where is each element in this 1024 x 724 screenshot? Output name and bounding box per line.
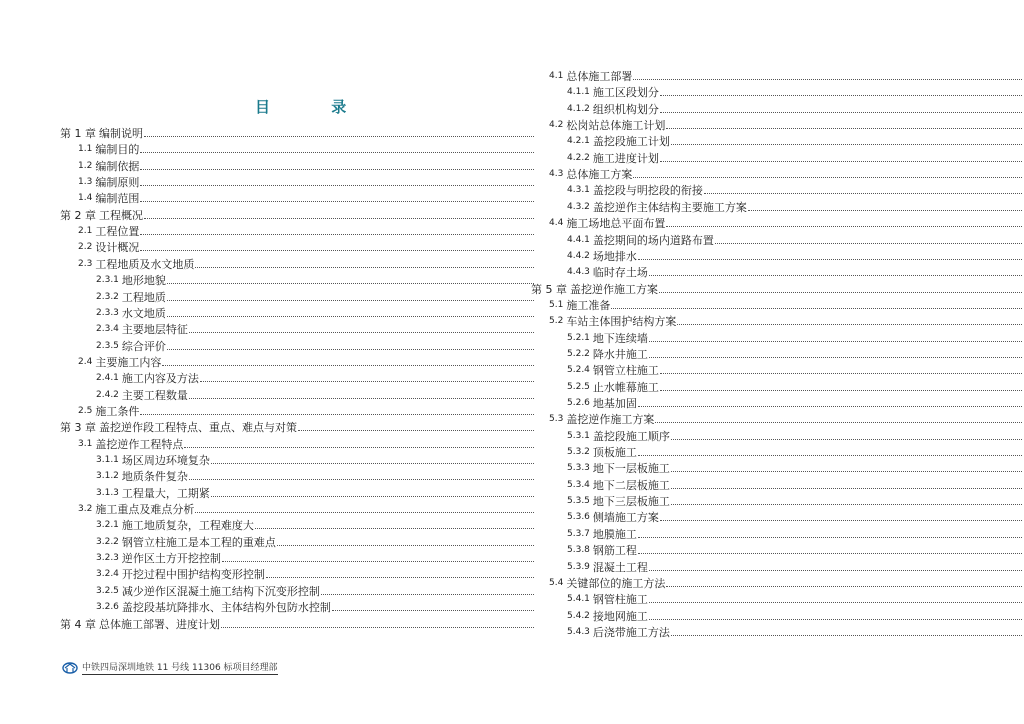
toc-entry-number: 5.3.4 xyxy=(567,479,590,490)
toc-entry-number: 4.1 xyxy=(549,71,564,81)
toc-entry[interactable] xyxy=(60,124,534,140)
dot-leader xyxy=(671,144,1022,145)
toc-entry-label: 施工准备 xyxy=(566,298,611,312)
dot-leader xyxy=(671,635,1022,636)
toc-entry-label: 松岗站总体施工计划 xyxy=(566,119,666,133)
toc-entry[interactable] xyxy=(96,484,534,500)
toc-entry[interactable] xyxy=(567,558,1022,574)
toc-entry-number: 2.3.3 xyxy=(96,307,119,318)
toc-entry-label: 工程地质 xyxy=(121,290,166,304)
toc-entry-number: 5.4 xyxy=(549,577,564,588)
page-title: 目 录 xyxy=(255,98,375,116)
toc-entry-number: 3.2.1 xyxy=(96,520,119,531)
dot-leader xyxy=(167,300,534,301)
dot-leader xyxy=(660,373,1022,374)
toc-entry[interactable] xyxy=(567,590,1022,606)
dot-leader xyxy=(144,136,534,137)
toc-entry-number: 第 2 章 xyxy=(60,208,96,222)
dot-leader xyxy=(255,528,534,529)
toc-entry-label: 地下二层板施工 xyxy=(592,478,670,492)
toc-entry[interactable] xyxy=(549,67,1022,83)
toc-entry-label: 盖挖逆作施工方案 xyxy=(570,282,658,296)
toc-entry-label: 综合评价 xyxy=(121,339,166,353)
toc-entry[interactable] xyxy=(567,427,1022,443)
toc-entry[interactable] xyxy=(567,149,1022,165)
toc-entry-label: 逆作区土方开挖控制 xyxy=(121,552,221,566)
toc-entry[interactable] xyxy=(96,516,534,532)
toc-entry-number: 5.3 xyxy=(549,414,564,425)
toc-entry-label: 施工条件 xyxy=(95,404,140,418)
toc-entry-label: 钢筋工程 xyxy=(592,544,637,558)
toc-entry-number: 5.3.7 xyxy=(567,528,590,539)
toc-entry-number: 3.2.3 xyxy=(96,553,119,564)
dot-leader xyxy=(266,577,534,578)
toc-entry-number: 5.2.6 xyxy=(567,398,590,408)
toc-entry-number: 4.1.2 xyxy=(567,103,590,114)
dot-leader xyxy=(189,398,534,399)
dot-leader xyxy=(140,152,534,153)
toc-entry-label: 降水井施工 xyxy=(592,347,648,361)
toc-entry-number: 1.3 xyxy=(78,177,93,188)
toc-entry[interactable] xyxy=(96,451,534,467)
toc-entry-number: 3.2.6 xyxy=(96,602,119,613)
toc-entry[interactable] xyxy=(567,459,1022,475)
toc-entry-number: 2.4.2 xyxy=(96,389,119,400)
toc-entry-number: 2.4 xyxy=(78,356,93,367)
dot-leader xyxy=(666,128,1022,129)
toc-entry[interactable] xyxy=(96,337,534,353)
toc-entry[interactable] xyxy=(567,394,1022,410)
dot-leader xyxy=(638,537,1022,538)
toc-entry-label: 临时存土场 xyxy=(592,266,648,280)
toc-entry-label: 场区周边环境复杂 xyxy=(121,454,210,467)
toc-entry-label: 接地网施工 xyxy=(592,609,648,623)
dot-leader xyxy=(649,602,1022,603)
toc-entry-number: 3.1 xyxy=(78,438,93,449)
dot-leader xyxy=(140,169,534,170)
toc-entry-number: 4.2.1 xyxy=(567,136,590,147)
toc-entry-label: 开挖过程中围护结构变形控制 xyxy=(121,568,265,582)
dot-leader xyxy=(332,610,534,611)
dot-leader xyxy=(195,267,534,268)
toc-entry[interactable] xyxy=(567,443,1022,459)
toc-entry-label: 编制原则 xyxy=(95,176,140,190)
toc-entry-label: 主要施工内容 xyxy=(95,355,162,369)
toc-entry-label: 地形地貌 xyxy=(121,274,166,288)
toc-entry-label: 施工进度计划 xyxy=(592,151,659,165)
toc-entry-label: 侧墙施工方案 xyxy=(592,511,659,525)
toc-entry-label: 工程地质及水文地质 xyxy=(95,257,195,271)
toc-entry[interactable] xyxy=(96,386,534,402)
toc-entry[interactable] xyxy=(549,214,1022,230)
toc-entry[interactable] xyxy=(96,582,534,598)
toc-entry-number: 2.3 xyxy=(78,258,93,269)
toc-entry-number: 5.2.1 xyxy=(567,332,590,343)
toc-entry-label: 盖挖段基坑降排水、主体结构外包防水控制 xyxy=(121,601,331,615)
toc-entry-number: 5.3.8 xyxy=(567,545,590,556)
toc-entry-label: 盖挖逆作段工程特点、重点、难点与对策 xyxy=(99,421,297,435)
toc-entry[interactable] xyxy=(78,238,534,254)
toc-entry-label: 总体施工部署 xyxy=(566,70,633,83)
toc-entry-label: 钢管立柱施工是本工程的重难点 xyxy=(121,535,276,549)
toc-entry-label: 总体施工部署、进度计划 xyxy=(99,617,220,631)
dot-leader xyxy=(189,332,534,333)
toc-entry-label: 钢管柱施工 xyxy=(592,593,648,607)
toc-entry[interactable] xyxy=(567,329,1022,345)
toc-entry[interactable] xyxy=(567,492,1022,508)
toc-entry-number: 2.3.4 xyxy=(96,324,119,335)
toc-entry[interactable] xyxy=(567,83,1022,99)
dot-leader xyxy=(649,341,1022,342)
toc-entry-number: 1.4 xyxy=(78,193,93,204)
toc-entry[interactable] xyxy=(567,247,1022,263)
toc-entry[interactable] xyxy=(78,402,534,418)
toc-entry-number: 4.4 xyxy=(549,218,564,229)
toc-entry[interactable] xyxy=(567,231,1022,247)
toc-entry[interactable] xyxy=(549,312,1022,328)
toc-entry-number: 5.2.5 xyxy=(567,381,590,392)
toc-entry-label: 施工地质复杂，工程难度大 xyxy=(121,519,254,533)
toc-entry-number: 2.3.1 xyxy=(96,275,119,286)
toc-entry-number: 3.2.2 xyxy=(96,536,119,547)
toc-entry-label: 工程位置 xyxy=(95,225,140,239)
toc-entry[interactable] xyxy=(96,271,534,287)
toc-entry[interactable] xyxy=(96,369,534,385)
toc-entry-label: 编制范围 xyxy=(95,192,140,206)
toc-entry-label: 地质条件复杂 xyxy=(121,470,188,484)
toc-entry[interactable] xyxy=(567,476,1022,492)
dot-leader xyxy=(167,316,534,317)
toc-entry-number: 2.3.5 xyxy=(96,340,119,351)
dot-leader xyxy=(140,185,534,186)
toc-entry-label: 盖挖逆作主体结构主要施工方案 xyxy=(592,200,747,214)
toc-entry-number: 第 5 章 xyxy=(531,282,567,296)
dot-leader xyxy=(167,349,534,350)
toc-entry[interactable] xyxy=(549,296,1022,312)
dot-leader xyxy=(211,463,534,464)
toc-entry-label: 关键部位的施工方法 xyxy=(566,576,666,590)
toc-entry-label: 止水帷幕施工 xyxy=(592,380,659,394)
toc-entry-number: 5.4.1 xyxy=(567,594,590,605)
dot-leader xyxy=(649,570,1022,571)
toc-entry-number: 4.1.1 xyxy=(567,87,590,98)
toc-entry[interactable] xyxy=(567,508,1022,524)
toc-entry-label: 地下三层板施工 xyxy=(592,495,670,509)
toc-entry[interactable] xyxy=(549,410,1022,426)
toc-entry[interactable] xyxy=(567,378,1022,394)
dot-leader xyxy=(659,292,1022,293)
toc-entry-label: 盖挖段与明挖段的衔接 xyxy=(592,184,703,198)
toc-entry[interactable] xyxy=(78,189,534,205)
toc-entry-label: 设计概况 xyxy=(95,241,140,255)
toc-entry[interactable] xyxy=(78,222,534,238)
toc-entry-number: 4.4.3 xyxy=(567,267,590,278)
dot-leader xyxy=(140,250,534,251)
toc-entry[interactable] xyxy=(567,541,1022,557)
dot-leader xyxy=(221,627,534,628)
toc-entry-number: 2.3.2 xyxy=(96,291,119,302)
toc-entry-number: 5.3.9 xyxy=(567,561,590,572)
dot-leader xyxy=(633,177,1022,178)
toc-entry-label: 盖挖期间的场内道路布置 xyxy=(592,233,714,247)
toc-entry[interactable] xyxy=(78,140,534,156)
dot-leader xyxy=(277,545,534,546)
toc-entry[interactable] xyxy=(78,255,534,271)
toc-entry-number: 2.1 xyxy=(78,226,93,237)
toc-entry-label: 工程概况 xyxy=(99,208,143,222)
toc-entry[interactable] xyxy=(549,116,1022,132)
toc-entry-number: 5.2 xyxy=(549,316,564,327)
toc-entry-label: 组织机构划分 xyxy=(592,102,659,116)
dot-leader xyxy=(671,439,1022,440)
toc-entry-label: 总体施工方案 xyxy=(566,168,633,182)
toc-entry-number: 第 1 章 xyxy=(60,127,96,140)
toc-entry-number: 5.1 xyxy=(549,299,564,310)
dot-leader xyxy=(298,430,534,431)
dot-leader xyxy=(140,234,534,235)
toc-entry-number: 第 4 章 xyxy=(60,617,96,631)
toc-entry-label: 地膜施工 xyxy=(592,527,637,541)
toc-entry[interactable] xyxy=(549,165,1022,181)
toc-entry-label: 编制说明 xyxy=(99,127,143,140)
toc-entry[interactable] xyxy=(78,435,534,451)
toc-entry-number: 4.4.1 xyxy=(567,234,590,245)
toc-entry-label: 水文地质 xyxy=(121,306,166,320)
toc-entry[interactable] xyxy=(567,263,1022,279)
toc-entry-label: 车站主体围护结构方案 xyxy=(566,315,677,329)
toc-entry[interactable] xyxy=(78,157,534,173)
dot-leader xyxy=(660,161,1022,162)
dot-leader xyxy=(200,381,534,382)
dot-leader xyxy=(671,504,1022,505)
dot-leader xyxy=(649,275,1022,276)
footer-text: 中铁四局深圳地铁 11 号线 11306 标项目经理部 xyxy=(82,660,278,675)
toc-entry[interactable] xyxy=(96,565,534,581)
dot-leader xyxy=(666,226,1022,227)
toc-entry-number: 2.4.1 xyxy=(96,373,119,384)
toc-entry-label: 主要工程数量 xyxy=(121,388,188,402)
toc-entry[interactable] xyxy=(96,320,534,336)
dot-leader xyxy=(649,357,1022,358)
toc-entry[interactable] xyxy=(567,525,1022,541)
toc-entry-number: 5.3.3 xyxy=(567,463,590,474)
toc-entry-label: 钢管立柱施工 xyxy=(592,364,659,378)
toc-entry[interactable] xyxy=(78,500,534,516)
toc-entry-label: 地下一层板施工 xyxy=(592,462,670,476)
dot-leader xyxy=(167,283,534,284)
toc-entry-number: 4.3.2 xyxy=(567,201,590,212)
toc-entry-label: 盖挖逆作工程特点 xyxy=(95,437,184,451)
dot-leader xyxy=(748,210,1022,211)
toc-entry-number: 2.5 xyxy=(78,405,93,416)
toc-entry[interactable] xyxy=(96,533,534,549)
dot-leader xyxy=(321,594,534,595)
dot-leader xyxy=(633,79,1022,80)
toc-entry-number: 5.4.3 xyxy=(567,626,590,637)
toc-entry-number: 5.3.1 xyxy=(567,430,590,441)
dot-leader xyxy=(638,406,1022,407)
toc-entry-label: 施工场地总平面布置 xyxy=(566,217,666,231)
toc-entry[interactable] xyxy=(567,132,1022,148)
toc-entry-number: 4.4.2 xyxy=(567,250,590,261)
dot-leader xyxy=(671,488,1022,489)
toc-entry-label: 盖挖逆作施工方案 xyxy=(566,413,655,427)
toc-entry[interactable] xyxy=(96,467,534,483)
toc-entry[interactable] xyxy=(96,304,534,320)
toc-entry[interactable] xyxy=(96,288,534,304)
toc-entry[interactable] xyxy=(78,353,534,369)
toc-entry[interactable] xyxy=(567,623,1022,639)
toc-entry[interactable] xyxy=(549,574,1022,590)
toc-entry-label: 顶板施工 xyxy=(592,446,637,460)
dot-leader xyxy=(222,561,534,562)
toc-entry-label: 主要地层特征 xyxy=(121,323,188,337)
toc-entry[interactable] xyxy=(567,361,1022,377)
toc-entry-number: 1.2 xyxy=(78,160,93,171)
toc-entry-label: 编制依据 xyxy=(95,159,140,173)
toc-entry-number: 4.3.1 xyxy=(567,185,590,196)
dot-leader xyxy=(144,218,534,219)
toc-entry-label: 地基加固 xyxy=(592,397,637,410)
toc-entry[interactable] xyxy=(96,598,534,614)
toc-entry-number: 1.1 xyxy=(78,144,93,155)
dot-leader xyxy=(704,193,1022,194)
toc-entry-label: 工程量大，工期紧 xyxy=(121,486,210,500)
toc-entry-label: 混凝土工程 xyxy=(592,560,648,574)
toc-entry-number: 3.1.3 xyxy=(96,487,119,498)
dot-leader xyxy=(660,112,1022,113)
dot-leader xyxy=(660,520,1022,521)
toc-entry-number: 5.2.2 xyxy=(567,348,590,359)
toc-entry-label: 地下连续墙 xyxy=(592,331,648,345)
toc-entry-number: 4.2 xyxy=(549,120,564,131)
toc-entry[interactable] xyxy=(531,280,1022,296)
toc-entry-number: 3.2.5 xyxy=(96,585,119,596)
dot-leader xyxy=(666,586,1022,587)
toc-entry-label: 盖挖段施工计划 xyxy=(592,135,670,149)
dot-leader xyxy=(677,324,1022,325)
toc-entry-label: 施工内容及方法 xyxy=(121,372,199,386)
dot-leader xyxy=(671,471,1022,472)
toc-entry[interactable] xyxy=(567,100,1022,116)
toc-entry-number: 5.3.6 xyxy=(567,512,590,523)
toc-entry-label: 施工区段划分 xyxy=(592,86,659,100)
toc-entry-number: 3.1.1 xyxy=(96,455,119,465)
dot-leader xyxy=(715,243,1022,244)
toc-entry-label: 盖挖段施工顺序 xyxy=(592,429,670,443)
dot-leader xyxy=(195,512,534,513)
dot-leader xyxy=(211,496,534,497)
toc-entry-number: 第 3 章 xyxy=(60,421,96,435)
toc-entry-number: 2.2 xyxy=(78,242,93,253)
toc-entry-label: 减少逆作区混凝土施工结构下沉变形控制 xyxy=(121,584,320,598)
toc-entry-number: 3.1.2 xyxy=(96,471,119,482)
toc-entry-number: 4.2.2 xyxy=(567,152,590,163)
toc-entry-label: 后浇带施工方法 xyxy=(592,625,670,639)
toc-entry-number: 3.2 xyxy=(78,504,93,515)
dot-leader xyxy=(649,619,1022,620)
toc-entry-label: 编制目的 xyxy=(95,143,140,157)
dot-leader xyxy=(162,365,534,366)
page-footer xyxy=(62,660,278,675)
dot-leader xyxy=(189,479,534,480)
toc-entry-number: 4.3 xyxy=(549,169,564,180)
toc-entry-number: 5.3.5 xyxy=(567,496,590,507)
toc-entry[interactable] xyxy=(567,345,1022,361)
toc-entry-label: 施工重点及难点分析 xyxy=(95,503,195,517)
dot-leader xyxy=(184,447,534,448)
dot-leader xyxy=(611,308,1022,309)
dot-leader xyxy=(140,201,534,202)
dot-leader xyxy=(655,422,1022,423)
toc-entry[interactable] xyxy=(96,549,534,565)
toc-entry[interactable] xyxy=(60,418,534,434)
toc-entry[interactable] xyxy=(78,173,534,189)
dot-leader xyxy=(638,455,1022,456)
dot-leader xyxy=(638,259,1022,260)
dot-leader xyxy=(660,95,1022,96)
toc-entry-number: 5.3.2 xyxy=(567,447,590,458)
toc-entry-label: 场地排水 xyxy=(592,249,637,263)
toc-entry-number: 3.2.4 xyxy=(96,569,119,580)
dot-leader xyxy=(638,553,1022,554)
company-logo-icon xyxy=(62,662,78,674)
toc-entry-number: 5.2.4 xyxy=(567,365,590,376)
toc-entry[interactable] xyxy=(567,181,1022,197)
toc-entry[interactable] xyxy=(60,206,534,222)
toc-entry-number: 5.4.2 xyxy=(567,610,590,621)
toc-entry[interactable] xyxy=(60,615,534,631)
toc-entry[interactable] xyxy=(567,607,1022,623)
dot-leader xyxy=(140,414,534,415)
dot-leader xyxy=(660,390,1022,391)
toc-entry[interactable] xyxy=(567,198,1022,214)
